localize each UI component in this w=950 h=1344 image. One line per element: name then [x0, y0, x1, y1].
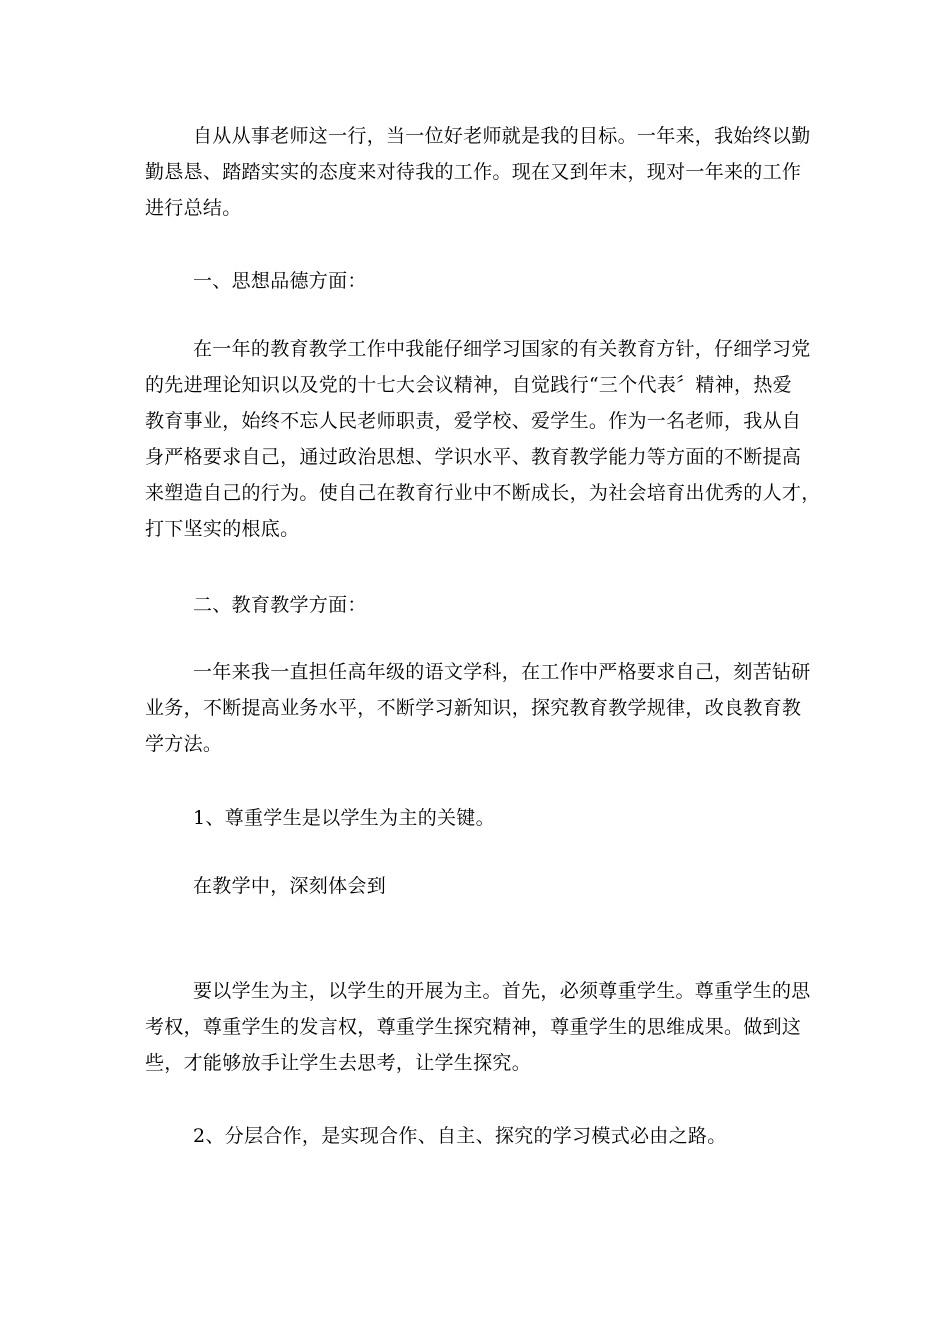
text-line: 进行总结。	[145, 197, 242, 219]
text-line: 勤恳恳、踏踏实实的态度来对待我的工作。现在又到年末，现对一年来的工作	[145, 161, 802, 183]
text-line: 2、分层合作，是实现合作、自主、探究的学习模式必由之路。	[193, 1125, 727, 1147]
text-line: 在一年的教育教学工作中我能仔细学习国家的有关教育方针，仔细学习党	[193, 338, 811, 360]
text-line: 二、教育教学方面：	[193, 594, 367, 616]
text-line: 学方法。	[145, 733, 223, 755]
text-line: 教育事业，始终不忘人民老师职责，爱学校、爱学生。作为一名老师，我从自	[145, 410, 802, 432]
point-1-body	[145, 973, 811, 1081]
section-heading-teaching	[145, 587, 805, 623]
section-heading-moral	[145, 263, 805, 299]
point-2-heading	[145, 1118, 805, 1154]
text-line: 在教学中，深刻体会到	[193, 875, 387, 897]
point-1-heading	[145, 800, 805, 836]
text-line: 业务，不断提高业务水平，不断学习新知识，探究教育教学规律，改良教育教	[145, 697, 802, 719]
text-line: 考权，尊重学生的发言权，尊重学生探究精神，尊重学生的思维成果。做到这	[145, 1016, 802, 1038]
intro-paragraph	[145, 118, 811, 226]
text-line: 身严格要求自己，通过政治思想、学识水平、教育教学能力等方面的不断提高	[145, 446, 802, 468]
text-line: 自从从事老师这一行，当一位好老师就是我的目标。一年来，我始终以勤	[193, 125, 811, 147]
text-line: 1、尊重学生是以学生为主的关键。	[193, 807, 495, 829]
teaching-paragraph	[145, 654, 811, 762]
moral-paragraph	[145, 331, 821, 547]
text-line: 一、思想品德方面：	[193, 270, 367, 292]
text-line: 来塑造自己的行为。使自己在教育行业中不断成长，为社会培育出优秀的人才，	[145, 482, 821, 504]
point-1-lead	[145, 868, 805, 904]
text-line: 要以学生为主，以学生的开展为主。首先，必须尊重学生。尊重学生的思	[193, 980, 811, 1002]
text-line: 一年来我一直担任高年级的语文学科，在工作中严格要求自己，刻苦钻研	[193, 661, 811, 683]
text-line: 打下坚实的根底。	[145, 518, 300, 540]
text-line: 的先进理论知识以及党的十七大会议精神，自觉践行“三个代表〞精神，热爱	[145, 374, 792, 396]
text-line: 些，才能够放手让学生去思考，让学生探究。	[145, 1052, 532, 1074]
